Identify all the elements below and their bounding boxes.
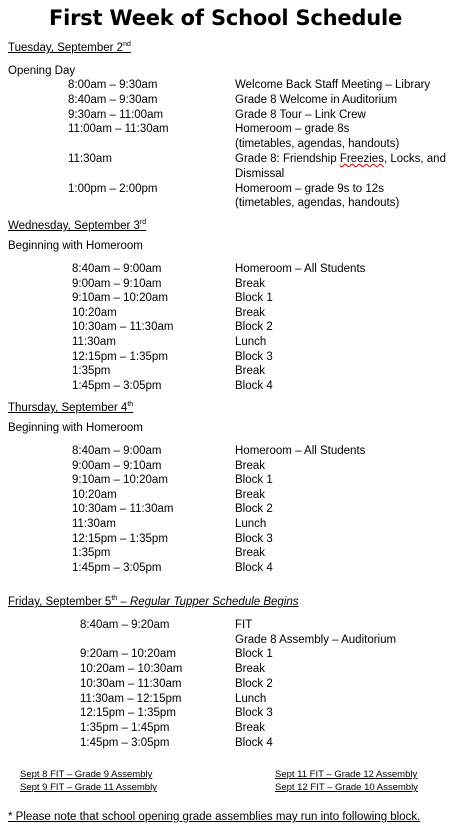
schedule-time: 9:00am – 9:10am <box>72 459 162 472</box>
schedule-time: 9:00am – 9:10am <box>72 277 162 290</box>
schedule-time: 1:35pm <box>72 547 111 560</box>
schedule-activity: Block 4 <box>235 736 273 749</box>
schedule-row <box>0 533 451 548</box>
schedule-activity: Dismissal <box>235 167 285 180</box>
wednesday-heading <box>8 220 146 232</box>
schedule-row <box>0 722 451 737</box>
schedule-activity: Block 3 <box>235 350 273 363</box>
schedule-time: 8:40am – 9:00am <box>72 263 162 275</box>
schedule-activity: (timetables, agendas, handouts) <box>235 197 400 210</box>
schedule-row <box>0 138 451 153</box>
schedule-activity: Block 1 <box>235 292 273 305</box>
schedule-time: 9:10am – 10:20am <box>72 474 168 487</box>
schedule-activity: Block 1 <box>235 474 273 487</box>
assembly-note-left-1: Sept 8 FIT – Grade 9 Assembly <box>20 769 153 780</box>
assembly-note-left-2: Sept 9 FIT – Grade 11 Assembly <box>20 782 157 793</box>
schedule-activity: Homeroom – All Students <box>235 263 366 275</box>
schedule-row <box>0 351 451 366</box>
schedule-time: 1:00pm – 2:00pm <box>68 182 158 195</box>
schedule-row <box>0 183 451 198</box>
schedule-activity: Block 2 <box>235 503 273 516</box>
schedule-row <box>0 168 451 183</box>
schedule-activity: Break <box>235 459 266 472</box>
schedule-activity: Break <box>235 547 266 560</box>
schedule-row <box>0 365 451 380</box>
tuesday-heading-text: Tuesday, September 2 <box>8 42 124 54</box>
schedule-time: 10:30am – 11:30am <box>72 321 174 334</box>
schedule-activity: Grade 8: Friendship Freezies, Locks, and <box>235 153 446 165</box>
schedule-time: 10:30am – 11:30am <box>72 503 174 516</box>
schedule-row <box>0 707 451 722</box>
assembly-note-right-1: Sept 11 FIT – Grade 12 Assembly <box>275 769 418 780</box>
schedule-row <box>0 547 451 562</box>
tuesday-heading-sup: nd <box>123 41 131 49</box>
schedule-time: 12:15pm – 1:35pm <box>80 707 176 720</box>
schedule-time: 12:15pm – 1:35pm <box>72 350 168 363</box>
schedule-time: 11:30am <box>68 153 112 165</box>
schedule-activity: Grade 8 Assembly – Auditorium <box>235 633 397 646</box>
wednesday-heading-sup: rd <box>139 219 147 227</box>
schedule-row <box>0 693 451 708</box>
thursday-heading-text: Thursday, September 4 <box>8 402 128 414</box>
schedule-time: 9:10am – 10:20am <box>72 292 168 305</box>
schedule-row <box>0 153 451 168</box>
schedule-row <box>0 197 451 212</box>
schedule-activity: Lunch <box>235 692 267 705</box>
schedule-activity: Lunch <box>235 518 267 530</box>
schedule-row <box>0 619 451 634</box>
schedule-row <box>0 123 451 138</box>
assembly-note-right-2: Sept 12 FIT – Grade 10 Assembly <box>275 782 418 793</box>
schedule-row <box>0 678 451 693</box>
page-title: First Week of School Schedule <box>48 6 403 30</box>
schedule-time: 8:40am – 9:20am <box>80 619 170 631</box>
schedule-time: 11:30am – 12:15pm <box>80 692 182 705</box>
schedule-time: 1:45pm – 3:05pm <box>80 736 170 749</box>
schedule-activity: Break <box>235 663 266 676</box>
schedule-time: 10:20am <box>72 488 117 501</box>
schedule-row <box>0 79 451 94</box>
schedule-row <box>0 321 451 336</box>
schedule-activity: Lunch <box>235 336 267 348</box>
wednesday-subheading: Beginning with Homeroom <box>8 240 143 252</box>
tuesday-subheading: Opening Day <box>8 65 76 77</box>
spellcheck-word: Freezies <box>339 153 384 165</box>
friday-heading-suffix: – Regular Tupper Schedule Begins <box>117 596 299 608</box>
schedule-row <box>0 445 451 460</box>
schedule-time: 8:40am – 9:30am <box>68 93 158 106</box>
schedule-time: 12:15pm – 1:35pm <box>72 532 168 545</box>
schedule-time: 8:40am – 9:00am <box>72 445 162 457</box>
schedule-row <box>0 380 451 395</box>
schedule-row <box>0 503 451 518</box>
tuesday-heading <box>8 42 131 54</box>
schedule-row <box>0 263 451 278</box>
schedule-row <box>0 307 451 322</box>
schedule-activity: (timetables, agendas, handouts) <box>235 138 400 151</box>
schedule-time: 10:30am – 11:30am <box>80 677 182 690</box>
schedule-activity: Break <box>235 488 266 501</box>
schedule-row <box>0 518 451 533</box>
thursday-subheading: Beginning with Homeroom <box>8 422 143 434</box>
schedule-activity: Break <box>235 306 266 319</box>
schedule-row <box>0 663 451 678</box>
schedule-activity: Block 3 <box>235 707 273 720</box>
schedule-row <box>0 634 451 649</box>
schedule-row <box>0 460 451 475</box>
schedule-row <box>0 336 451 351</box>
schedule-time: 10:20am – 10:30am <box>80 663 183 676</box>
schedule-activity: Break <box>235 721 266 734</box>
schedule-row <box>0 109 451 124</box>
friday-heading-sup: th <box>111 595 118 603</box>
wednesday-heading-text: Wednesday, September 3 <box>8 220 140 232</box>
schedule-row <box>0 562 451 577</box>
schedule-activity: Block 2 <box>235 677 273 690</box>
schedule-row <box>0 489 451 504</box>
schedule-row <box>0 474 451 489</box>
thursday-heading-sup: th <box>127 401 134 409</box>
schedule-time: 11:30am <box>72 336 116 348</box>
schedule-time: 8:00am – 9:30am <box>68 79 158 91</box>
schedule-time: 1:45pm – 3:05pm <box>72 561 162 574</box>
schedule-time: 11:00am – 11:30am <box>68 123 169 136</box>
schedule-row <box>0 737 451 752</box>
schedule-row <box>0 648 451 663</box>
schedule-time: 1:45pm – 3:05pm <box>72 379 162 392</box>
schedule-time: 1:35pm <box>72 365 111 378</box>
schedule-time: 10:20am <box>72 306 117 319</box>
friday-heading-text: Friday, September 5 <box>8 596 112 608</box>
schedule-time: 11:30am <box>72 518 116 530</box>
schedule-activity: Homeroom – grade 9s to 12s <box>235 182 384 195</box>
schedule-activity: FIT <box>235 619 253 631</box>
schedule-row <box>0 292 451 307</box>
schedule-activity: Grade 8 Tour – Link Crew <box>235 108 366 121</box>
schedule-time: 9:30am – 11:00am <box>68 108 164 121</box>
schedule-row <box>0 94 451 109</box>
friday-heading <box>8 596 299 608</box>
schedule-activity: Block 4 <box>235 379 273 392</box>
schedule-activity: Block 2 <box>235 321 273 334</box>
thursday-heading <box>8 402 133 414</box>
schedule-activity: Break <box>235 277 266 290</box>
schedule-activity: Block 1 <box>235 648 273 661</box>
schedule-row <box>0 278 451 293</box>
schedule-activity: Welcome Back Staff Meeting – Library <box>235 79 431 91</box>
schedule-activity: Homeroom – grade 8s <box>235 123 350 136</box>
schedule-time: 9:20am – 10:20am <box>80 648 176 661</box>
schedule-activity: Break <box>235 365 266 378</box>
schedule-activity: Grade 8 Welcome in Auditorium <box>235 93 398 106</box>
schedule-activity: Block 3 <box>235 532 273 545</box>
schedule-time: 1:35pm – 1:45pm <box>80 721 170 734</box>
assembly-disclaimer: * Please note that school opening grade assemblies may run into following block. <box>8 811 421 823</box>
schedule-activity: Block 4 <box>235 561 273 574</box>
schedule-activity: Homeroom – All Students <box>235 445 366 457</box>
